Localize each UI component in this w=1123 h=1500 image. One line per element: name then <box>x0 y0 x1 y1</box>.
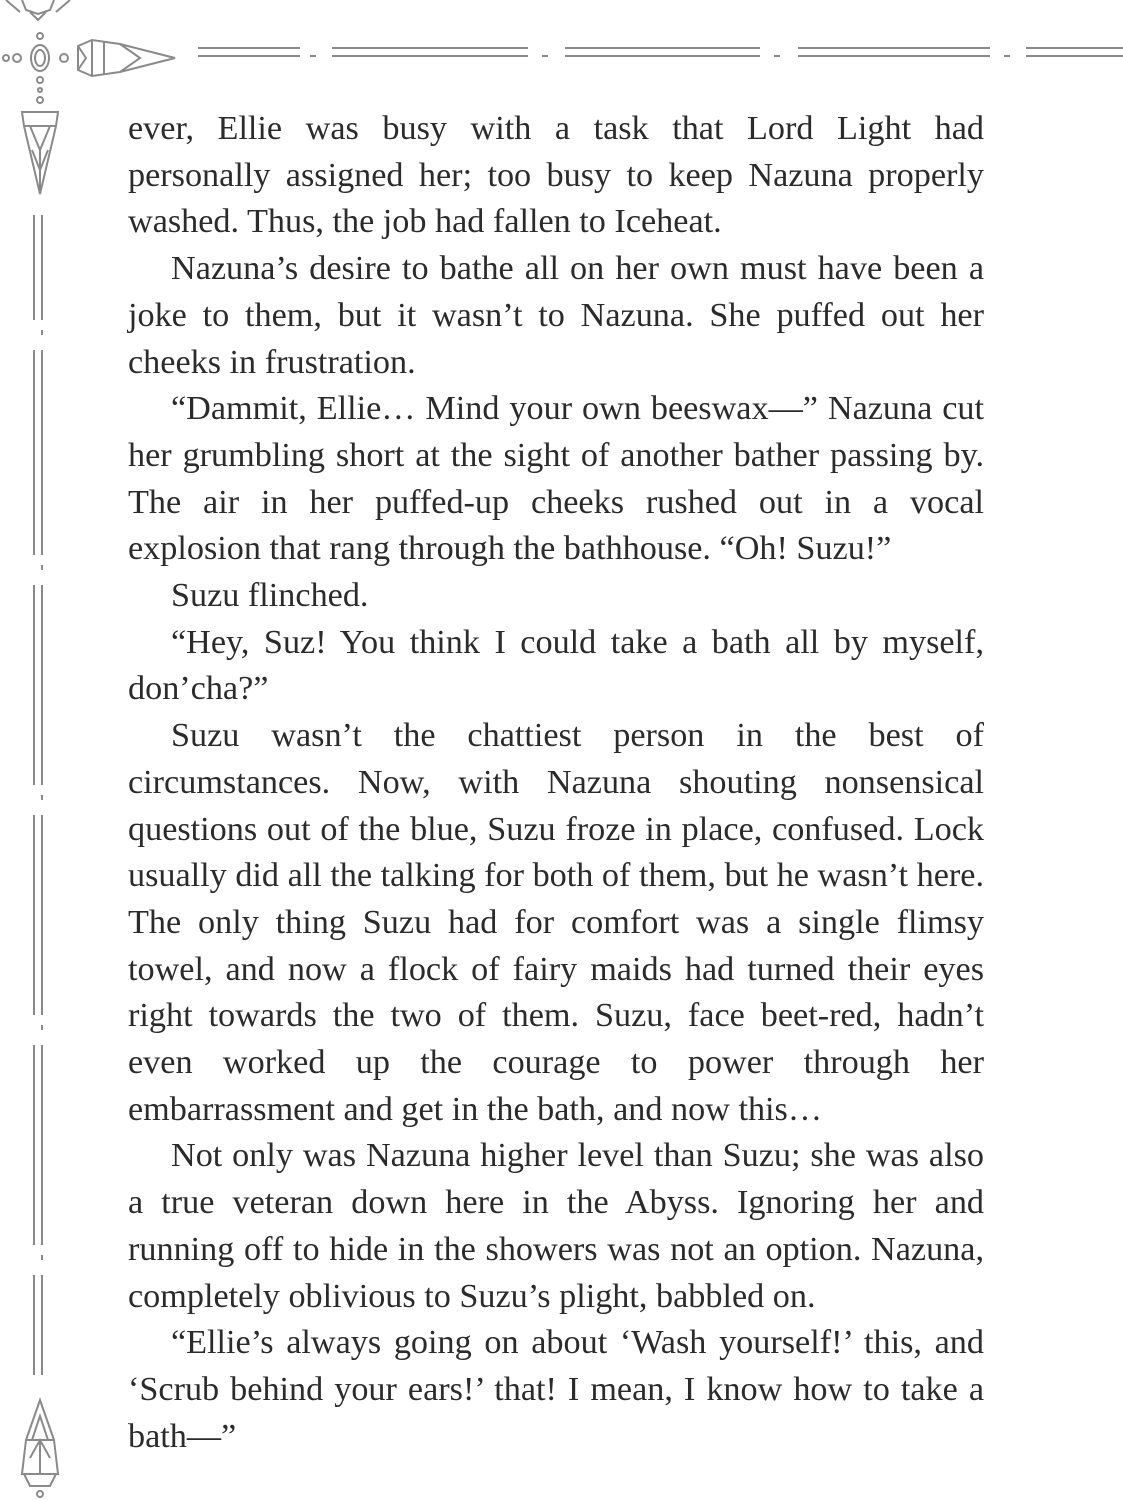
corner-crest-icon <box>3 0 175 92</box>
paragraph: Suzu wasn’t the chattiest person in the best of circumstances. Now, with Nazuna shouting nonsensical questions out of the blue, Suzu froze in place, confused. Lock usually did all the talking for both of them, but he wasn’t here. The only thing Suzu had for comfort was a single flimsy towel, and now a flock of fairy maids had turned their eyes right towards the two of them. Suzu, face beet-red, hadn’t even worked up the courage to power through her embarrassment and get in the bath, and now this… <box>128 717 984 1128</box>
left-border-rule <box>34 215 42 1375</box>
body-text <box>128 106 984 1460</box>
paragraph: Not only was Nazuna higher level than Suzu; she was also a true veteran down here in the Abyss. Ignoring her and running off to hide in the showers was not an option. Nazuna, completely oblivious to Suzu’s plight, babbled on. <box>128 1137 984 1315</box>
left-lower-pendant-icon <box>22 1400 58 1497</box>
paragraph: Nazuna’s desire to bathe all on her own must have been a joke to them, but it wasn’t to Nazuna. She puffed out her cheeks in frustration. <box>128 250 984 381</box>
left-upper-pendant-icon <box>22 97 58 194</box>
paragraph: Suzu flinched. <box>171 577 369 615</box>
top-border-rule <box>198 48 1123 56</box>
paragraph: “Dammit, Ellie… Mind your own beeswax—” Nazuna cut her grumbling short at the sight of another bather passing by. The air in her puffed-up cheeks rushed out in a vocal explosion that rang through the bathhouse. “Oh! Suzu!” <box>128 390 984 568</box>
paragraph: “Ellie’s always going on about ‘Wash yourself!’ this, and ‘Scrub behind your ears!’ that! I mean, I know how to take a bath—” <box>128 1324 984 1455</box>
paragraph: “Hey, Suz! You think I could take a bath all by myself, don’cha?” <box>128 623 984 708</box>
paragraph: ever, Ellie was busy with a task that Lord Light had personally assigned her; too busy to keep Nazuna properly washed. Thus, the job had fallen to Iceheat. <box>128 110 984 241</box>
